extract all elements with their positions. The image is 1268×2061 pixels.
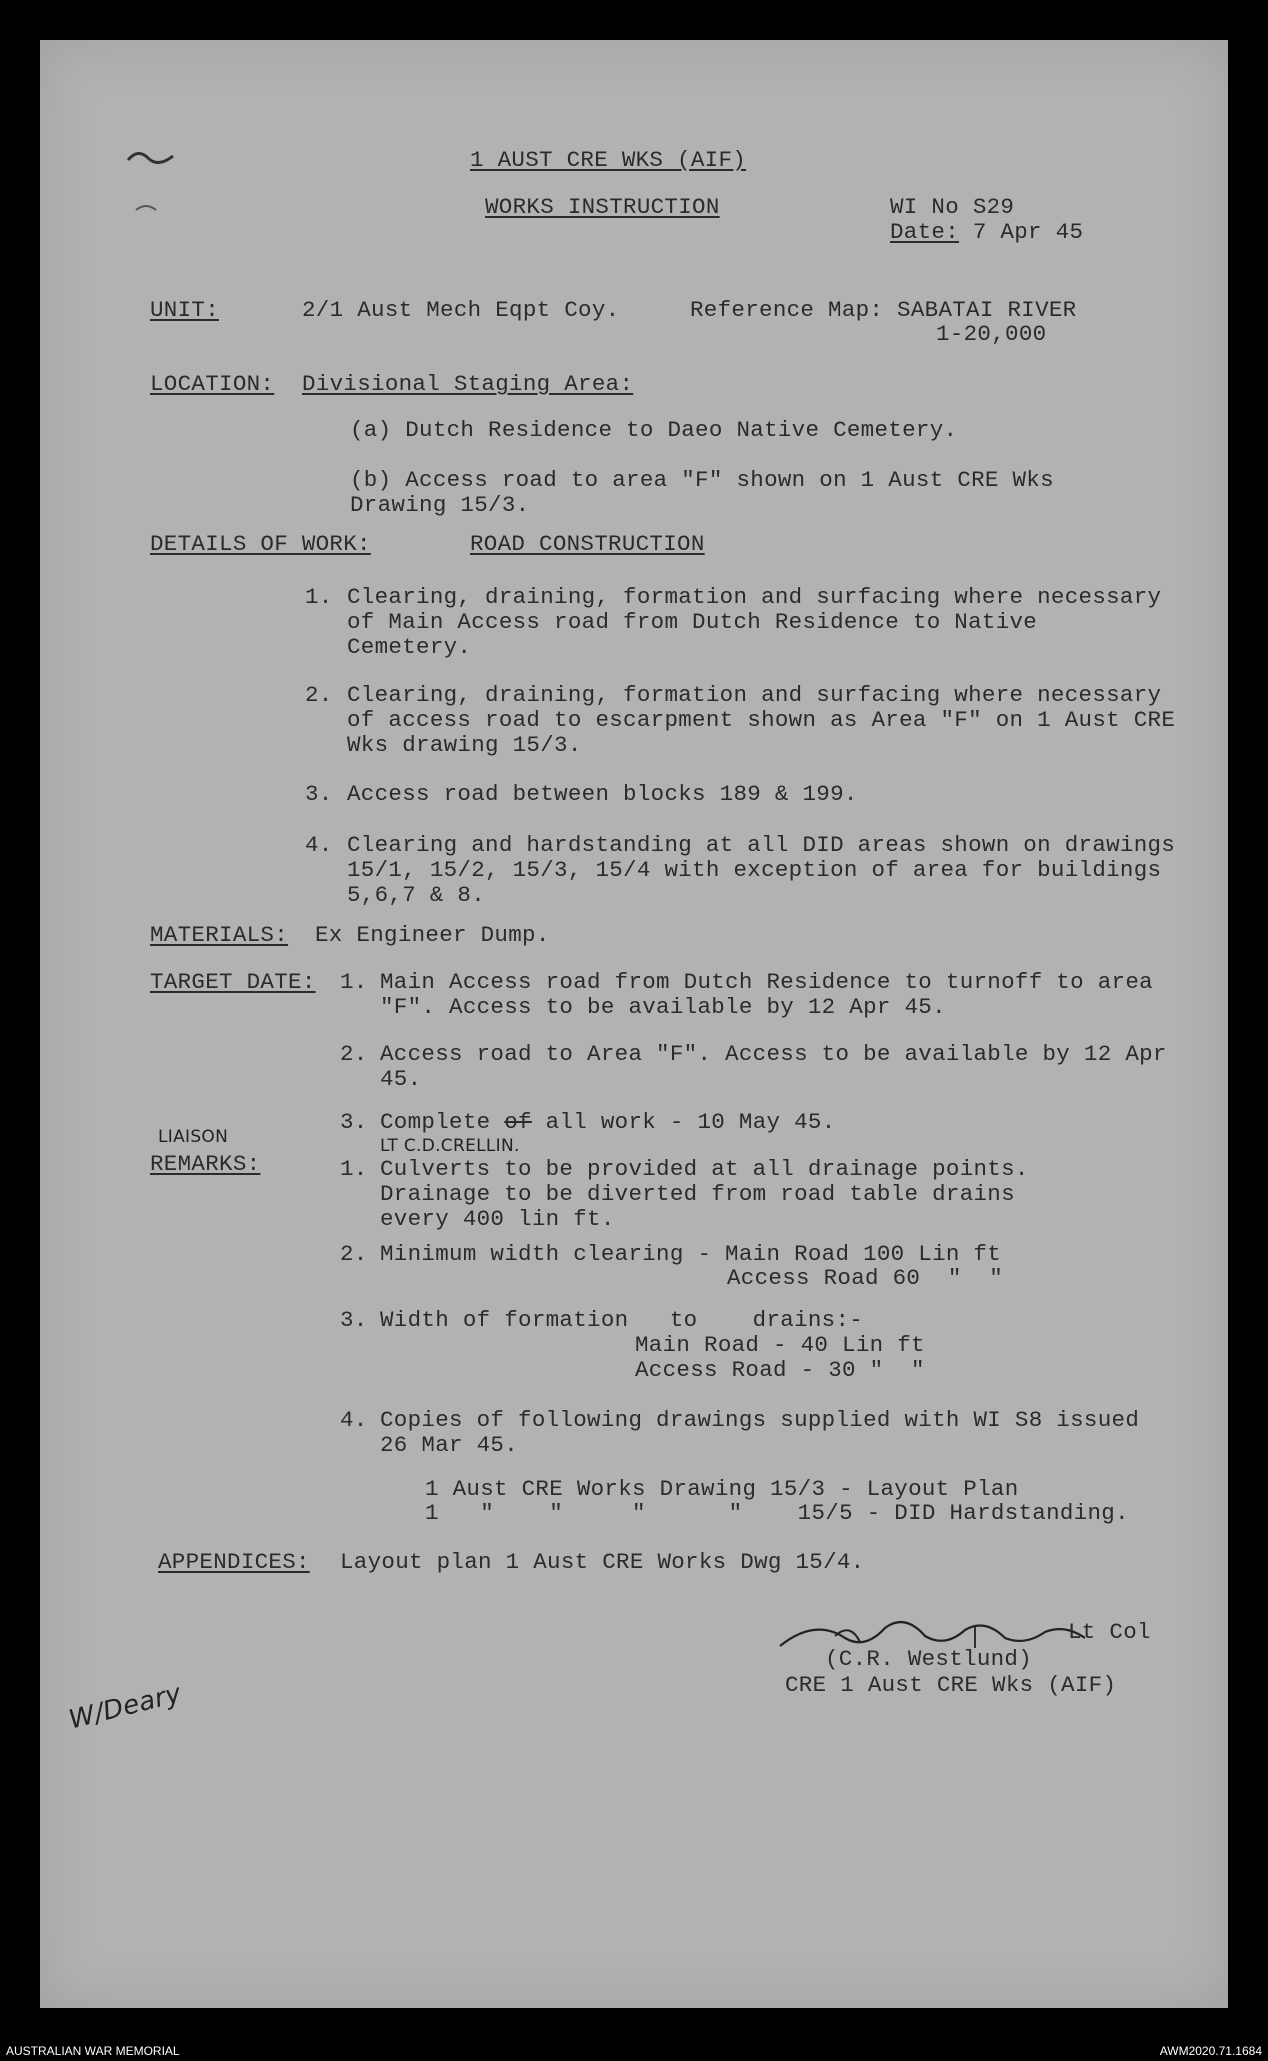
details-item-1-number: 1. — [305, 584, 333, 610]
wi-number-line — [890, 195, 1014, 220]
unit-value: 2/1 Aust Mech Eqpt Coy. — [302, 297, 620, 323]
reference-map-scale: 1-20,000 — [936, 321, 1047, 347]
margin-mark-icon — [118, 140, 188, 220]
liaison-label: LIAISON — [158, 1127, 229, 1147]
location-value: Divisional Staging Area: — [302, 371, 634, 397]
footer-left-label: AUSTRALIAN WAR MEMORIAL — [6, 2044, 180, 2058]
remarks-item-3-line-1: Width of formation to drains:- — [380, 1307, 864, 1333]
wi-number: S29 — [972, 194, 1015, 220]
unit-label: UNIT: — [150, 297, 220, 323]
remarks-item-3-line-2: Main Road - 40 Lin ft — [635, 1332, 925, 1358]
wi-label: WI No — [890, 194, 960, 220]
remarks-item-2-line-1: Minimum width clearing - Main Road 100 Lin ft — [380, 1241, 1002, 1267]
signature-name: (C.R. Westlund) — [825, 1646, 1033, 1672]
footer-right-label: AWM2020.71.1684 — [1159, 2044, 1262, 2058]
signature-position: CRE 1 Aust CRE Wks (AIF) — [785, 1672, 1117, 1698]
remarks-item-4-number: 4. — [340, 1407, 368, 1433]
margin-note: W/Deary — [65, 1678, 185, 1736]
signature-rank: Lt Col — [1068, 1619, 1151, 1645]
target-item-2-number: 2. — [340, 1041, 368, 1067]
remarks-item-2-line-2: Access Road 60 " " — [727, 1265, 1004, 1291]
location-item-b: (b) Access road to area "F" shown on 1 Aust CRE Wks Drawing 15/3. — [350, 467, 1054, 518]
appendices-value: Layout plan 1 Aust CRE Works Dwg 15/4. — [340, 1549, 865, 1575]
target-item-3-text — [380, 1110, 836, 1135]
document-page — [40, 40, 1228, 2008]
reference-map — [690, 298, 1076, 323]
date-value: 7 Apr 45 — [972, 219, 1084, 245]
target-item-1-text: Main Access road from Dutch Residence to turnoff to area "F". Access to be available by 12 Apr 45. — [380, 969, 1153, 1020]
document-body — [40, 40, 1228, 2008]
remarks-item-4-text: Copies of following drawings supplied with WI S8 issued 26 Mar 45. — [380, 1407, 1140, 1458]
appendices-label: APPENDICES: — [158, 1549, 310, 1575]
document-type: WORKS INSTRUCTION — [485, 194, 720, 220]
details-item-4-text: Clearing and hardstanding at all DID areas shown on drawings 15/1, 15/2, 15/3, 15/4 with exception of area for buildings 5,6,7 & 8. — [347, 832, 1176, 908]
target-item-3-text-before: Complete — [380, 1109, 491, 1135]
date-label: Date: — [890, 219, 960, 245]
liaison-value: LT C.D.CRELLIN. — [380, 1136, 520, 1156]
remarks-item-1-number: 1. — [340, 1156, 368, 1182]
details-value: ROAD CONSTRUCTION — [470, 531, 705, 557]
details-item-3-text: Access road between blocks 189 & 199. — [347, 781, 858, 807]
target-item-1-number: 1. — [340, 969, 368, 995]
details-item-4-number: 4. — [305, 832, 333, 858]
target-date-label: TARGET DATE: — [150, 969, 316, 995]
target-item-3-text-after: all work - 10 May 45. — [545, 1109, 836, 1135]
details-item-3-number: 3. — [305, 781, 333, 807]
reference-map-label: Reference Map: — [690, 297, 884, 323]
materials-label: MATERIALS: — [150, 922, 289, 948]
remarks-drawing-1: 1 Aust CRE Works Drawing 15/3 - Layout Plan — [425, 1476, 1019, 1502]
date-line — [890, 220, 1083, 245]
unit-title: 1 AUST CRE WKS (AIF) — [470, 147, 747, 173]
remarks-label: REMARKS: — [150, 1151, 261, 1177]
target-item-2-text: Access road to Area "F". Access to be available by 12 Apr 45. — [380, 1041, 1167, 1092]
remarks-drawing-2: 1 " " " " 15/5 - DID Hardstanding. — [425, 1500, 1129, 1526]
location-item-a: (a) Dutch Residence to Daeo Native Cemetery. — [350, 417, 958, 443]
materials-value: Ex Engineer Dump. — [315, 922, 550, 948]
target-item-3-number: 3. — [340, 1109, 368, 1135]
remarks-item-3-number: 3. — [340, 1307, 368, 1333]
target-item-3-struck-text: of — [504, 1109, 532, 1135]
details-item-1-text: Clearing, draining, formation and surfacing where necessary of Main Access road from Dutch Residence to Native Cemetery. — [347, 584, 1162, 660]
details-label: DETAILS OF WORK: — [150, 531, 371, 557]
remarks-item-3-line-3: Access Road - 30 " " — [635, 1357, 925, 1383]
details-item-2-text: Clearing, draining, formation and surfacing where necessary of access road to escarpment shown as Area "F" on 1 Aust CRE Wks drawing 15/3. — [347, 682, 1176, 758]
remarks-item-1-text: Culverts to be provided at all drainage points. Drainage to be diverted from road table drains every 400 lin ft. — [380, 1156, 1029, 1232]
reference-map-value: SABATAI RIVER — [897, 297, 1077, 323]
details-item-2-number: 2. — [305, 682, 333, 708]
remarks-item-2-number: 2. — [340, 1241, 368, 1267]
location-label: LOCATION: — [150, 371, 275, 397]
